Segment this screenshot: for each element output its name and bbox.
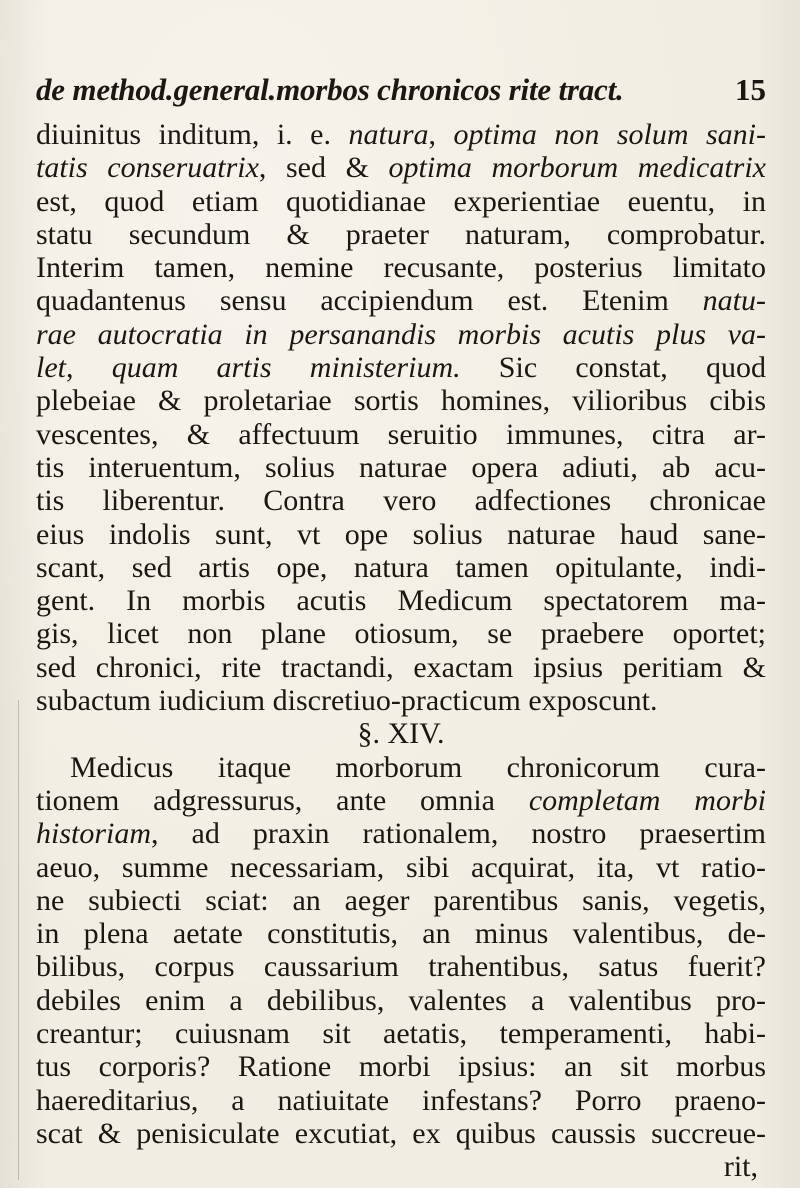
text-run: eius indolis sunt, vt ope solius naturae haud sane-	[36, 517, 766, 551]
text-run: , sed &	[258, 151, 389, 185]
text-run: quadantenus sensu accipiendum est. Etenim	[36, 284, 703, 318]
text-run: Medicus itaque morborum chronicorum cura-	[70, 750, 766, 784]
text-line-2	[36, 151, 766, 184]
text-run: ne subiecti sciat: an aeger parentibus sanis, vegetis,	[36, 883, 766, 917]
text-line-26	[36, 950, 766, 983]
text-run: , ad praxin rationalem, nostro praesertim	[151, 817, 766, 851]
text-line-21	[36, 784, 766, 817]
text-line-13	[36, 518, 766, 551]
italic-run: tatis conseruatrix	[36, 151, 259, 185]
text-line-10	[36, 418, 766, 451]
italic-run: completam morbi	[528, 783, 766, 817]
text-line-25	[36, 917, 766, 950]
text-line-5	[36, 251, 766, 284]
page-header	[36, 72, 766, 112]
text-line-23	[36, 851, 766, 884]
text-run: sed chronici, rite tractandi, exactam ipsius peritiam &	[36, 650, 766, 684]
text-line-30	[36, 1084, 766, 1117]
text-line-16	[36, 617, 766, 650]
text-run: ,	[428, 118, 454, 151]
text-run: tis liberentur. Contra vero adfectiones chronicae	[36, 484, 766, 518]
text-run: bilibus, corpus caussarium trahentibus, satus fuerit?	[36, 950, 766, 984]
text-line-27	[36, 984, 766, 1017]
text-line-14	[36, 551, 766, 584]
text-line-20	[36, 751, 766, 784]
text-run: scant, sed artis ope, natura tamen opitulante, indi-	[36, 550, 766, 584]
italic-run: quam artis ministerium.	[111, 351, 461, 385]
text-run: diuinitus inditum, i. e.	[36, 118, 349, 151]
text-run: tus corporis? Ratione morbi ipsius: an sit morbus	[36, 1050, 766, 1084]
italic-run: natura	[348, 118, 429, 151]
text-line-3	[36, 185, 766, 218]
italic-run: natu-	[702, 284, 766, 318]
italic-run: rae autocratia in persanandis morbis acutis plus va-	[36, 317, 766, 351]
text-line-9	[36, 384, 766, 417]
text-run: Sic constat, quod	[460, 351, 766, 385]
text-run: gent. In morbis acutis Medicum spectatorem ma-	[36, 584, 766, 618]
text-run: gis, licet non plane otiosum, se praebere oportet;	[36, 617, 766, 651]
text-run: scat & penisiculate excutiat, ex quibus caussis succreue-	[36, 1116, 766, 1150]
text-line-6	[36, 284, 766, 317]
text-run: tis interuentum, solius naturae opera adiuti, ab acu-	[36, 450, 766, 484]
text-run: Interim tamen, nemine recusante, posterius limitato	[36, 251, 766, 285]
text-run: debiles enim a debilibus, valentes a valentibus pro-	[36, 983, 766, 1017]
text-line-4	[36, 218, 766, 251]
text-line-28	[36, 1017, 766, 1050]
text-run: vescentes, & affectuum seruitio immunes, citra ar-	[36, 417, 766, 451]
section-heading	[36, 717, 766, 750]
text-run: rit,	[723, 1150, 758, 1184]
text-line-11	[36, 451, 766, 484]
text-run: subactum iudicium discretiuo-practicum exposcunt.	[36, 684, 658, 718]
catchword	[36, 1150, 766, 1183]
text-run: plebeiae & proletariae sortis homines, vilioribus cibis	[36, 384, 766, 418]
text-line-24	[36, 884, 766, 917]
text-line-29	[36, 1050, 766, 1083]
text-line-18	[36, 684, 766, 717]
text-run: in plena aetate constitutis, an minus valentibus, de-	[36, 917, 766, 951]
text-line-22	[36, 817, 766, 850]
text-run: ,	[66, 351, 112, 385]
italic-run: optima morborum medicatrix	[388, 151, 766, 185]
page-number: 15	[735, 72, 766, 107]
text-line-15	[36, 584, 766, 617]
text-run: aeuo, summe necessariam, sibi acquirat, ita, vt ratio-	[36, 850, 766, 884]
text-run: tionem adgressurus, ante omnia	[36, 783, 529, 817]
text-line-12	[36, 484, 766, 517]
text-line-1	[36, 118, 766, 151]
text-run: est, quod etiam quotidianae experientiae euentu, in	[36, 184, 766, 218]
text-run: statu secundum & praeter naturam, comprobatur.	[36, 217, 766, 251]
body-text	[36, 118, 766, 1184]
italic-run: historiam	[36, 817, 152, 851]
text-line-8	[36, 351, 766, 384]
gutter-shadow	[18, 700, 19, 1180]
italic-run: optima non solum sani-	[453, 118, 766, 151]
text-run: haereditarius, a natiuitate infestans? Porro praeno-	[36, 1083, 766, 1117]
text-line-31	[36, 1117, 766, 1150]
text-run: §. XIV.	[357, 717, 445, 751]
running-title: de method.general.morbos chronicos rite tract.	[36, 72, 624, 107]
text-run: creantur; cuiusnam sit aetatis, temperamenti, habi-	[36, 1017, 766, 1051]
text-line-17	[36, 651, 766, 684]
text-line-7	[36, 318, 766, 351]
italic-run: let	[36, 351, 66, 385]
